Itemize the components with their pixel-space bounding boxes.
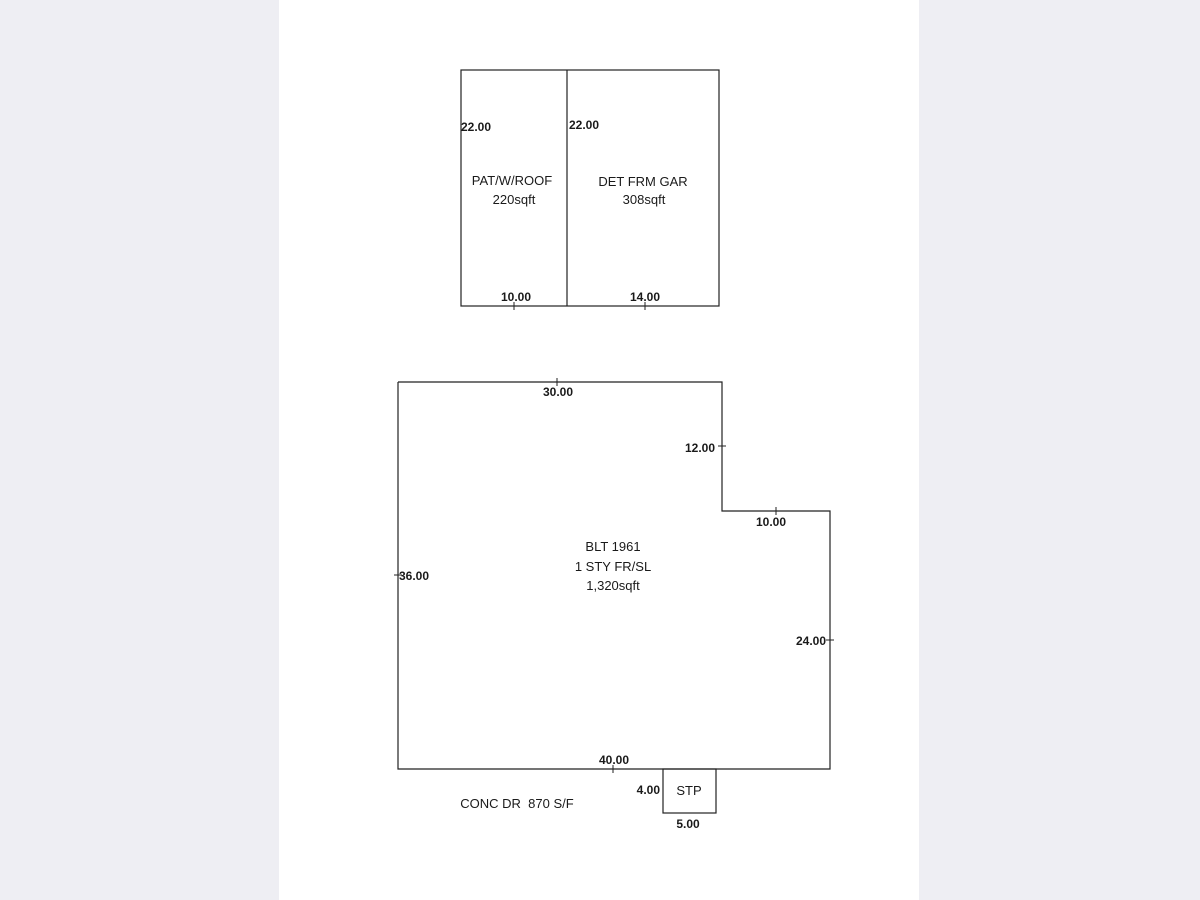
house-bottom-dim: 40.00 bbox=[598, 753, 630, 767]
stoop-depth-dim: 4.00 bbox=[636, 783, 660, 797]
house-outline bbox=[398, 382, 830, 769]
house-top-dim: 30.00 bbox=[542, 385, 574, 399]
patio-width-label: 10.00 bbox=[500, 290, 532, 304]
floor-plan-sketch bbox=[279, 0, 919, 900]
house-year-label: BLT 1961 bbox=[585, 539, 641, 554]
notch-height-dim: 12.00 bbox=[684, 441, 716, 455]
garage-name-label: DET FRM GAR bbox=[598, 174, 688, 189]
sketch-sheet bbox=[279, 0, 919, 900]
patio-area-label: 220sqft bbox=[492, 192, 536, 207]
garage-width-label: 14.00 bbox=[629, 290, 661, 304]
garage-area-label: 308sqft bbox=[622, 192, 666, 207]
notch-width-dim: 10.00 bbox=[755, 515, 787, 529]
house-left-dim: 36.00 bbox=[399, 569, 430, 583]
stoop-width-dim: 5.00 bbox=[676, 817, 700, 831]
driveway-label: CONC DR 870 S/F bbox=[460, 796, 574, 811]
stoop-name-label: STP bbox=[676, 783, 702, 798]
garage-height-label: 22.00 bbox=[569, 118, 600, 132]
house-type-label: 1 STY FR/SL bbox=[574, 559, 652, 574]
patio-name-label: PAT/W/ROOF bbox=[471, 173, 553, 188]
patio-height-label: 22.00 bbox=[461, 120, 492, 134]
house-area-label: 1,320sqft bbox=[586, 578, 640, 593]
house-right-dim: 24.00 bbox=[795, 634, 826, 648]
